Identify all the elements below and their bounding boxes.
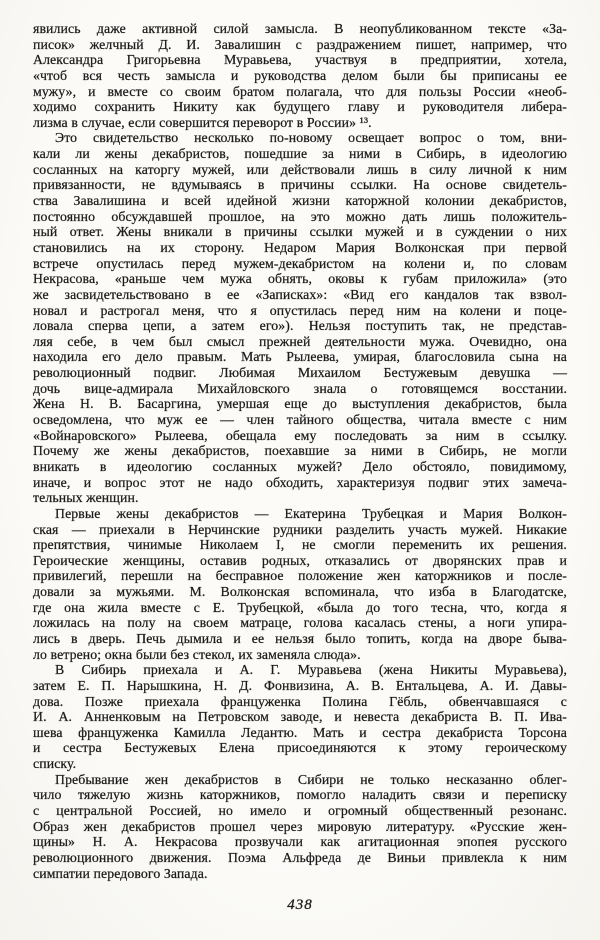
text-line: явились даже активной силой замысла. В неопубликованном тексте «За-	[33, 21, 567, 36]
text-line: «чтоб вся честь замысла и руководства делом были бы приписаны ее	[33, 67, 567, 83]
text-line: Жена Н. В. Басаргина, умершая еще до выступления декабристов, была	[33, 396, 567, 412]
text-line: дочь вице-адмирала Михайловского знала о готовящемся восстании.	[33, 380, 567, 396]
text-line: с центральной Россией, но имело и огромный общественный резонанс.	[33, 803, 567, 819]
text-line: лизма в случае, если совершится переворот в России» ¹³.	[33, 114, 372, 130]
text-line: писок» желчный Д. И. Завалишин с раздражением пишет, например, что	[33, 36, 567, 52]
text-line: встрече опустилась перед мужем-декабристом на колени и, по словам	[33, 255, 567, 271]
text-line: препятствия, чинимые Николаем I, не смогли переменить их решения.	[33, 537, 567, 553]
text-line: сосланных на каторгу мужей, или действовали лишь в силу личной к ним	[33, 161, 567, 177]
text-block	[33, 21, 567, 881]
text-line: иначе, и вопрос этот не надо обходить, характеризуя подвиг этих замеча-	[33, 474, 567, 490]
text-line: и сестра Бестужевых Елена присоединяются к этому героическому	[33, 740, 567, 756]
text-line: ный ответ. Жены вникали в причины ссылки мужей и в суждении о них	[33, 224, 567, 240]
page-number: 438	[287, 897, 313, 913]
text-line: находила его дело правым. Мать Рылеева, умирая, благословила сына на	[33, 349, 567, 365]
text-line: мужу», и вместе со своим братом полагала, что для пользы России «необ-	[33, 83, 567, 99]
text-line: ложилась на полу на своем матраце, голова касалась стены, а ноги упира-	[33, 615, 567, 631]
text-line: шева француженка Камилла Ледантю. Мать и сестра декабриста Торсона	[33, 724, 567, 740]
text-line: чило тяжелую жизнь каторжников, помогло наладить связи и переписку	[33, 787, 567, 803]
text-line: же засвидетельствовано в ее «Записках»: «Вид его кандалов так взвол-	[33, 286, 567, 302]
text-line: «Войнаровского» Рылеева, обещала ему последовать за ним в ссылку.	[33, 427, 567, 443]
text-line: осведомлена, что муж ее — член тайного общества, читала вместе с ним	[33, 412, 567, 428]
text-line: Некрасова, «раньше чем мужа обнять, оковы к губам приложила» (это	[33, 271, 567, 287]
text-line: новал и растрогал меня, что я опустилась перед ним на колени и поце-	[33, 302, 567, 318]
text-line: Это свидетельство несколько по-новому освещает вопрос о том, вни-	[55, 130, 567, 146]
text-line: вникать в идеологию сосланных мужей? Дело обстояло, повидимому,	[33, 458, 567, 474]
text-line: И. А. Анненковым на Петровском заводе, и невеста декабриста В. П. Ива-	[33, 709, 567, 725]
text-line: довали за мужьями. М. Волконская вспоминала, что изба в Благодатске,	[33, 584, 567, 600]
text-line: щины» Н. А. Некрасова прозвучали как агитационная эпопея русского	[33, 834, 567, 850]
text-line: привязанности, не вдумываясь в причины ссылки. На основе свидетель-	[33, 177, 567, 193]
text-line: ло ветрено; окна были без стекол, их заменяла слюда».	[33, 646, 361, 662]
text-line: революционного движения. Поэма Альфреда де Виньи привлекла к ним	[33, 849, 567, 865]
text-line: В Сибирь приехала и А. Г. Муравьева (жена Никиты Муравьева),	[55, 662, 567, 678]
text-line: Пребывание жен декабристов в Сибири не только несказанно облег-	[55, 771, 567, 787]
text-line: Героические женщины, оставив родных, отказались от дворянских прав и	[33, 552, 567, 568]
text-line: ловала сперва цепи, а затем его»). Нельзя поступить так, не представ-	[33, 318, 567, 334]
text-line: симпатии передового Запада.	[33, 865, 208, 881]
text-line: кали ли жены декабристов, пошедшие за ними в Сибирь, в идеологию	[33, 146, 567, 162]
text-line: Первые жены декабристов — Екатерина Трубецкая и Мария Волкон-	[55, 505, 567, 521]
text-line: тельных женщин.	[33, 490, 139, 506]
text-line: Образ жен декабристов прошел через мировую литературу. «Русские жен-	[33, 818, 567, 834]
text-line: ляя себе, в чем был смысл прежней деятельности мужа. Очевидно, она	[33, 333, 567, 349]
text-line: ская — приехали в Нерчинские рудники разделить участь мужей. Никакие	[33, 521, 567, 537]
text-line: Александра Григорьевна Муравьева, участвуя в предприятии, хотела,	[33, 52, 567, 68]
text-line: лись в дверь. Печь дымила и ее нельзя было топить, когда на дворе быва-	[33, 630, 567, 646]
text-line: списку.	[33, 756, 77, 772]
text-line: где она жила вместе с Е. Трубецкой, «была до того тесна, что, когда я	[33, 599, 567, 615]
text-line: Почему же жены декабристов, поехавшие за ними в Сибирь, не могли	[33, 443, 567, 459]
text-line: дова. Позже приехала француженка Полина Гёбль, обвенчавшаяся с	[33, 693, 567, 709]
text-line: постоянно обсуждавшей прошлое, на это можно дать лишь положитель-	[33, 208, 567, 224]
text-line: ства Завалишина и всей идейной жизни каторжной колонии декабристов,	[33, 193, 567, 209]
text-line: революционный подвиг. Любимая Михаилом Бестужевым девушка —	[33, 365, 567, 381]
text-line: затем Е. П. Нарышкина, Н. Д. Фонвизина, А. В. Ентальцева, А. И. Давы-	[33, 677, 567, 693]
text-line: становились на их сторону. Недаром Мария Волконская при первой	[33, 239, 567, 255]
text-line: привилегий, перешли на бесправное положение жен каторжников и после-	[33, 568, 567, 584]
text-line: ходимо сохранить Никиту как будущего главу и руководителя либера-	[33, 99, 567, 115]
